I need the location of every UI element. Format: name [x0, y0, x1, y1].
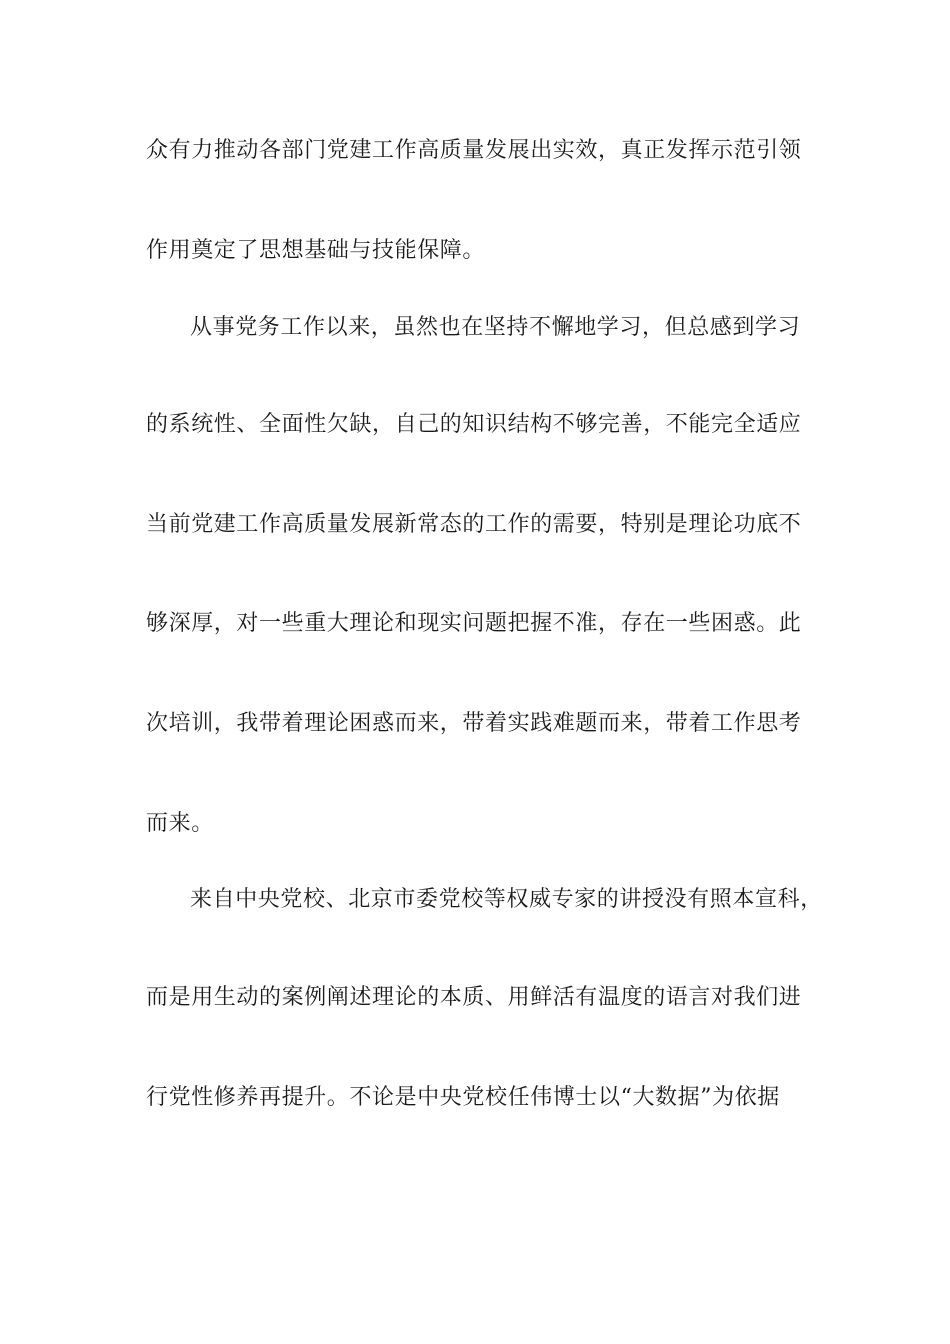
paragraph-line: 的系统性、全面性欠缺，自己的知识结构不够完善，不能完全适应 [146, 412, 802, 437]
paragraph-line: 作用奠定了思想基础与技能保障。 [146, 238, 486, 263]
paragraph-line: 众有力推动各部门党建工作高质量发展出实效，真正发挥示范引领 [146, 138, 802, 163]
paragraph-line: 次培训，我带着理论困惑而来，带着实践难题而来，带着工作思考 [146, 711, 802, 736]
paragraph-line: 行党性修养再提升。不论是中央党校任伟博士以“大数据”为依据 [146, 1085, 780, 1110]
paragraph-line: 而来。 [146, 811, 214, 836]
paragraph-line: 而是用生动的案例阐述理论的本质、用鲜活有温度的语言对我们进 [146, 985, 802, 1010]
paragraph-line: 够深厚，对一些重大理论和现实问题把握不准，存在一些困惑。此 [146, 611, 802, 636]
paragraph-line: 来自中央党校、北京市委党校等权威专家的讲授没有照本宣科， [190, 887, 823, 912]
paragraph-line: 当前党建工作高质量发展新常态的工作的需要，特别是理论功底不 [146, 512, 802, 537]
paragraph-line: 从事党务工作以来，虽然也在坚持不懈地学习，但总感到学习 [190, 315, 801, 340]
